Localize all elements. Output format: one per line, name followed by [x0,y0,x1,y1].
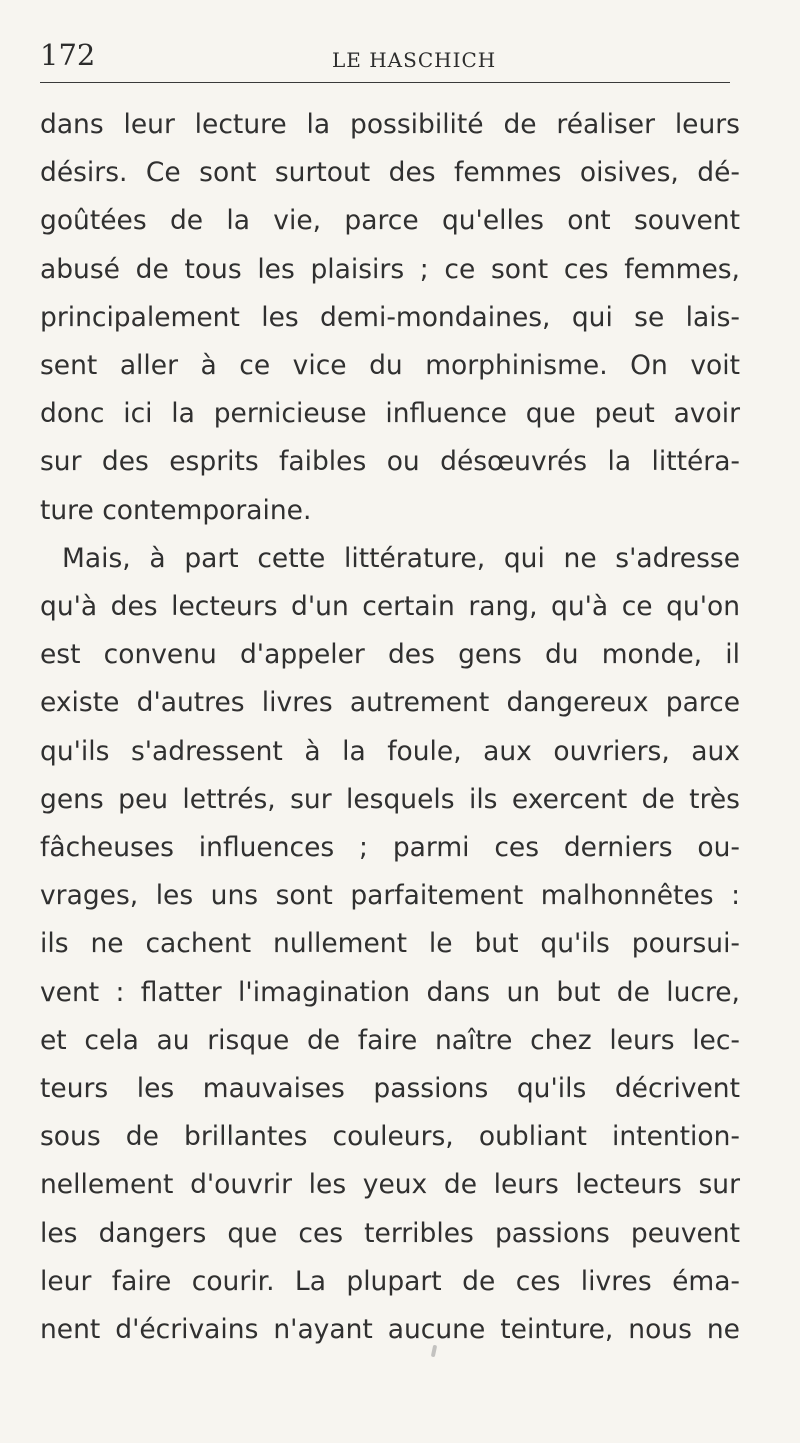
text-line: vrages, les uns sont parfaitement malhonnêtes : [40,880,740,912]
text-line: abusé de tous les plaisirs ; ce sont ces femmes, [40,253,740,285]
text-line: fâcheuses influences ; parmi ces derniers ou- [40,832,740,864]
text-line: ils ne cachent nullement le but qu'ils poursui- [40,928,740,960]
text-line: sur des esprits faibles ou désœuvrés la littéra- [40,446,740,478]
text-line: qu'à des lecteurs d'un certain rang, qu'à ce qu'on [40,591,740,623]
text-line: sent aller à ce vice du morphinisme. On voit [40,350,740,382]
page-number: 172 [40,38,96,72]
text-line: gens peu lettrés, sur lesquels ils exercent de très [40,783,740,815]
text-line: nent d'écrivains n'ayant aucune teinture, nous ne [40,1314,740,1346]
text-line: donc ici la pernicieuse influence que peut avoir [40,398,740,430]
text-line: qu'ils s'adressent à la foule, aux ouvriers, aux [40,735,740,767]
text-line: les dangers que ces terribles passions peuvent [40,1217,740,1249]
text-line: et cela au risque de faire naître chez leurs lec- [40,1024,740,1056]
text-line: goûtées de la vie, parce qu'elles ont souvent [40,205,740,237]
text-line: est convenu d'appeler des gens du monde, il [40,639,740,671]
text-line: teurs les mauvaises passions qu'ils décrivent [40,1073,740,1105]
running-title: LE HASCHICH [332,48,497,72]
paragraph-start-line: Mais, à part cette littérature, qui ne s'adresse [62,542,740,574]
text-line: sous de brillantes couleurs, oubliant intention- [40,1121,740,1153]
text-line: leur faire courir. La plupart de ces livres éma- [40,1265,740,1297]
header-rule [40,82,730,83]
text-line: vent : flatter l'imagination dans un but de lucre, [40,976,740,1008]
text-line: désirs. Ce sont surtout des femmes oisives, dé- [40,157,740,189]
body-text [40,101,740,1354]
text-line: nellement d'ouvrir les yeux de leurs lecteurs sur [40,1169,740,1201]
paragraph-end-line: ture contemporaine. [40,494,312,526]
text-line: principalement les demi-mondaines, qui se lais- [40,301,740,333]
text-line: existe d'autres livres autrement dangereux parce [40,687,740,719]
page-header [40,38,730,82]
text-line: dans leur lecture la possibilité de réaliser leurs [40,109,740,140]
